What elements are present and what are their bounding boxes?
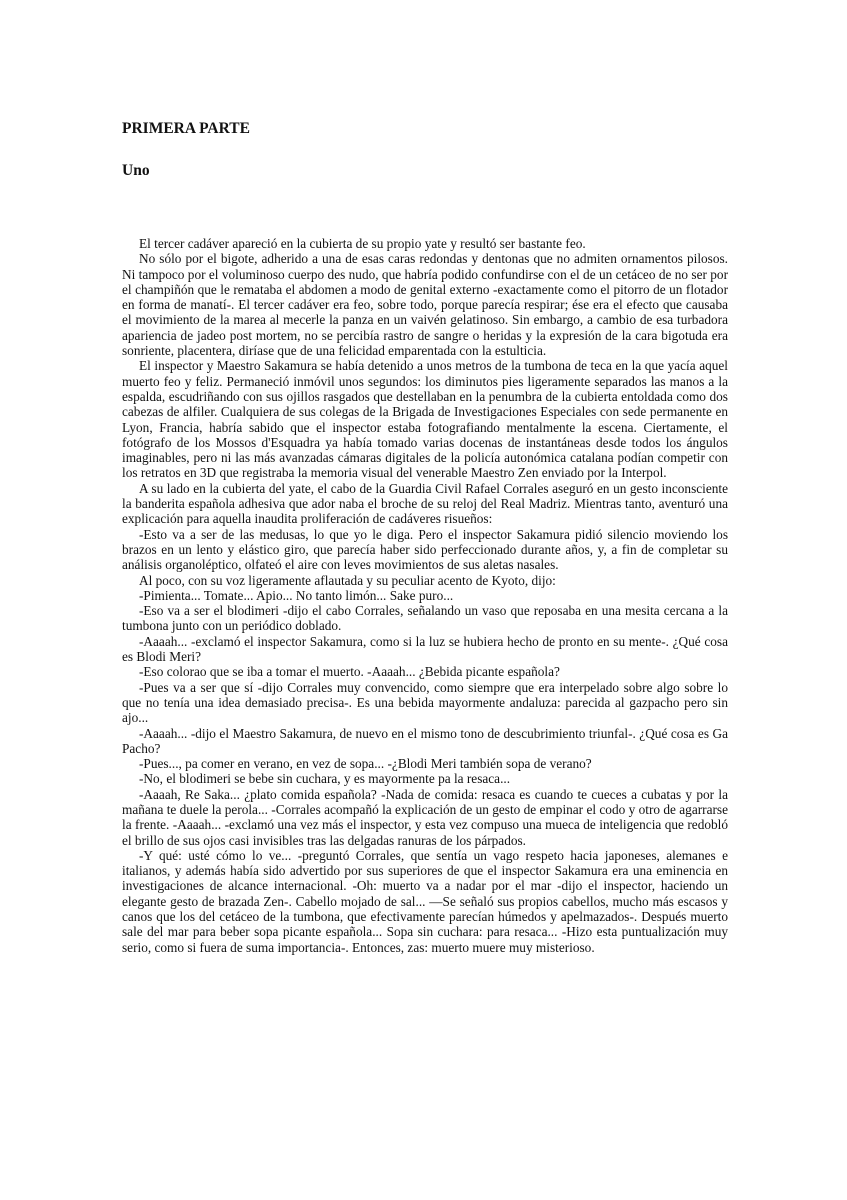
paragraph: -Esto va a ser de las medusas, lo que yo le diga. Pero el inspector Sakamura pidió silencio moviendo los brazos en un lento y elástico giro, que parecía haber sido perfeccionado durante años, y, a fin de completar su análisis organoléptico, olfateó el aire con leves movimientos de sus aletas nasales. [122, 526, 728, 573]
paragraph: El tercer cadáver apareció en la cubierta de su propio yate y resultó ser bastante feo. [139, 236, 586, 251]
part-title: PRIMERA PARTE [122, 120, 250, 137]
paragraph: -Pues..., pa comer en verano, en vez de sopa... -¿Blodi Meri también sopa de verano? [139, 756, 592, 772]
paragraph: -Aaaah... -dijo el Maestro Sakamura, de nuevo en el mismo tono de descubrimiento triunfal-. ¿Qué cosa es Ga Pacho? [122, 725, 728, 756]
paragraph: El inspector y Maestro Sakamura se había detenido a unos metros de la tumbona de teca en la que yacía aquel muerto feo y feliz. Permaneció inmóvil unos segundos: los diminutos pies ligeramente separados las manos a la espalda, escudriñando con sus ojillos rasgados que destellaban en la penumbra de la cubierta entoldada como dos cabezas de alfiler. Cualquiera de sus colegas de la Brigada de Investigaciones Especiales con sede permanente en Lyon, Francia, habría sabido que el inspector estaba fotografiando mentalmente la escena. Ciertamente, el fotógrafo de los Mossos d'Esquadra ya había tomado varias docenas de instantáneas desde todos los ángulos imaginables, pero ni las más avanzadas cámaras digitales de la policía autonómica catalana podían competir con los retratos en 3D que registraba la memoria visual del venerable Maestro Zen enviado por la Interpol. [122, 358, 728, 481]
paragraph: -Pimienta... Tomate... Apio... No tanto limón... Sake puro... [139, 587, 454, 603]
paragraph: -Eso colorao que se iba a tomar el muerto. -Aaaah... ¿Bebida picante española? [139, 664, 560, 680]
paragraph: -No, el blodimeri se bebe sin cuchara, y es mayormente pa la resaca... [139, 771, 511, 787]
body-text [122, 236, 728, 955]
paragraph: -Y qué: usté cómo lo ve... -preguntó Corrales, que sentía un vago respeto hacia japoneses, alemanes e italianos, y además había sido advertido por sus superiores de que el inspector Sakamura era una eminencia en investigaciones de alcance internacional. -Oh: muerto va a nadar por el mar -dijo el inspector, haciendo un elegante gesto de brazada Zen-. Cabello mojado de sal... —Se señaló sus propios cabellos, mucho más escasos y canos que los del cetáceo de la tumbona, que efectivamente parecían húmedos y apelmazados-. Después muerto sale del mar para beber sopa picante española... Sopa sin cuchara: para resaca... -Hizo esta puntualización muy serio, como si fuera de suma importancia-. Entonces, zas: muerto muere muy misterioso. [122, 847, 728, 955]
paragraph: -Eso va a ser el blodimeri -dijo el cabo Corrales, señalando un vaso que reposaba en una mesita cercana a la tumbona junto con un periódico doblado. [122, 603, 728, 634]
paragraph: -Aaaah... -exclamó el inspector Sakamura, como si la luz se hubiera hecho de pronto en su mente-. ¿Qué cosa es Blodi Meri? [122, 633, 728, 665]
chapter-title: Uno [122, 162, 150, 179]
paragraph: -Pues va a ser que sí -dijo Corrales muy convencido, como siempre que era interpelado sobre algo sobre lo que no tenía una idea demasiado precisa-. Es una bebida mayormente andaluza: parecida al gazpacho pero sin ajo... [122, 679, 728, 726]
paragraph: Al poco, con su voz ligeramente aflautada y su peculiar acento de Kyoto, dijo: [139, 572, 556, 588]
paragraph: A su lado en la cubierta del yate, el cabo de la Guardia Civil Rafael Corrales aseguró en un gesto inconsciente la banderita española adhesiva que ador naba el broche de su reloj del Real Madriz. Mientras tanto, aventuró una explicación para aquella inaudita proliferación de cadáveres risueños: [122, 480, 728, 527]
paragraph: -Aaaah, Re Saka... ¿plato comida española? -Nada de comida: resaca es cuando te cueces a cubatas y por la mañana te duele la perola... -Corrales acompañó la explicación de un gesto de empinar el codo y otro de agarrarse la frente. -Aaaah... -exclamó una vez más el inspector, y esta vez compuso una mueca de inteligencia que redobló el brillo de sus ojos casi invisibles tras las delgadas ranuras de los párpados. [122, 786, 728, 848]
paragraph: No sólo por el bigote, adherido a una de esas caras redondas y dentonas que no admiten ornamentos pilosos. Ni tampoco por el voluminoso cuerpo des nudo, que habría podido confundirse con el de un cetáceo de no ser por el champiñón que le remataba el abdomen a modo de genital externo -exactamente como el pitorro de un flotador en forma de manatí-. El tercer cadáver era feo, sobre todo, porque parecía respirar; ése era el efecto que causaba el movimiento de la marea al mecerle la panza en un vaivén gelatinoso. Sin embargo, a cambio de esa turbadora apariencia de jadeo post mortem, no se percibía rastro de sangre o heridas y la expresión de la cara bigotuda era sonriente, placentera, diríase que de una felicidad emparentada con la estulticia. [122, 251, 728, 359]
